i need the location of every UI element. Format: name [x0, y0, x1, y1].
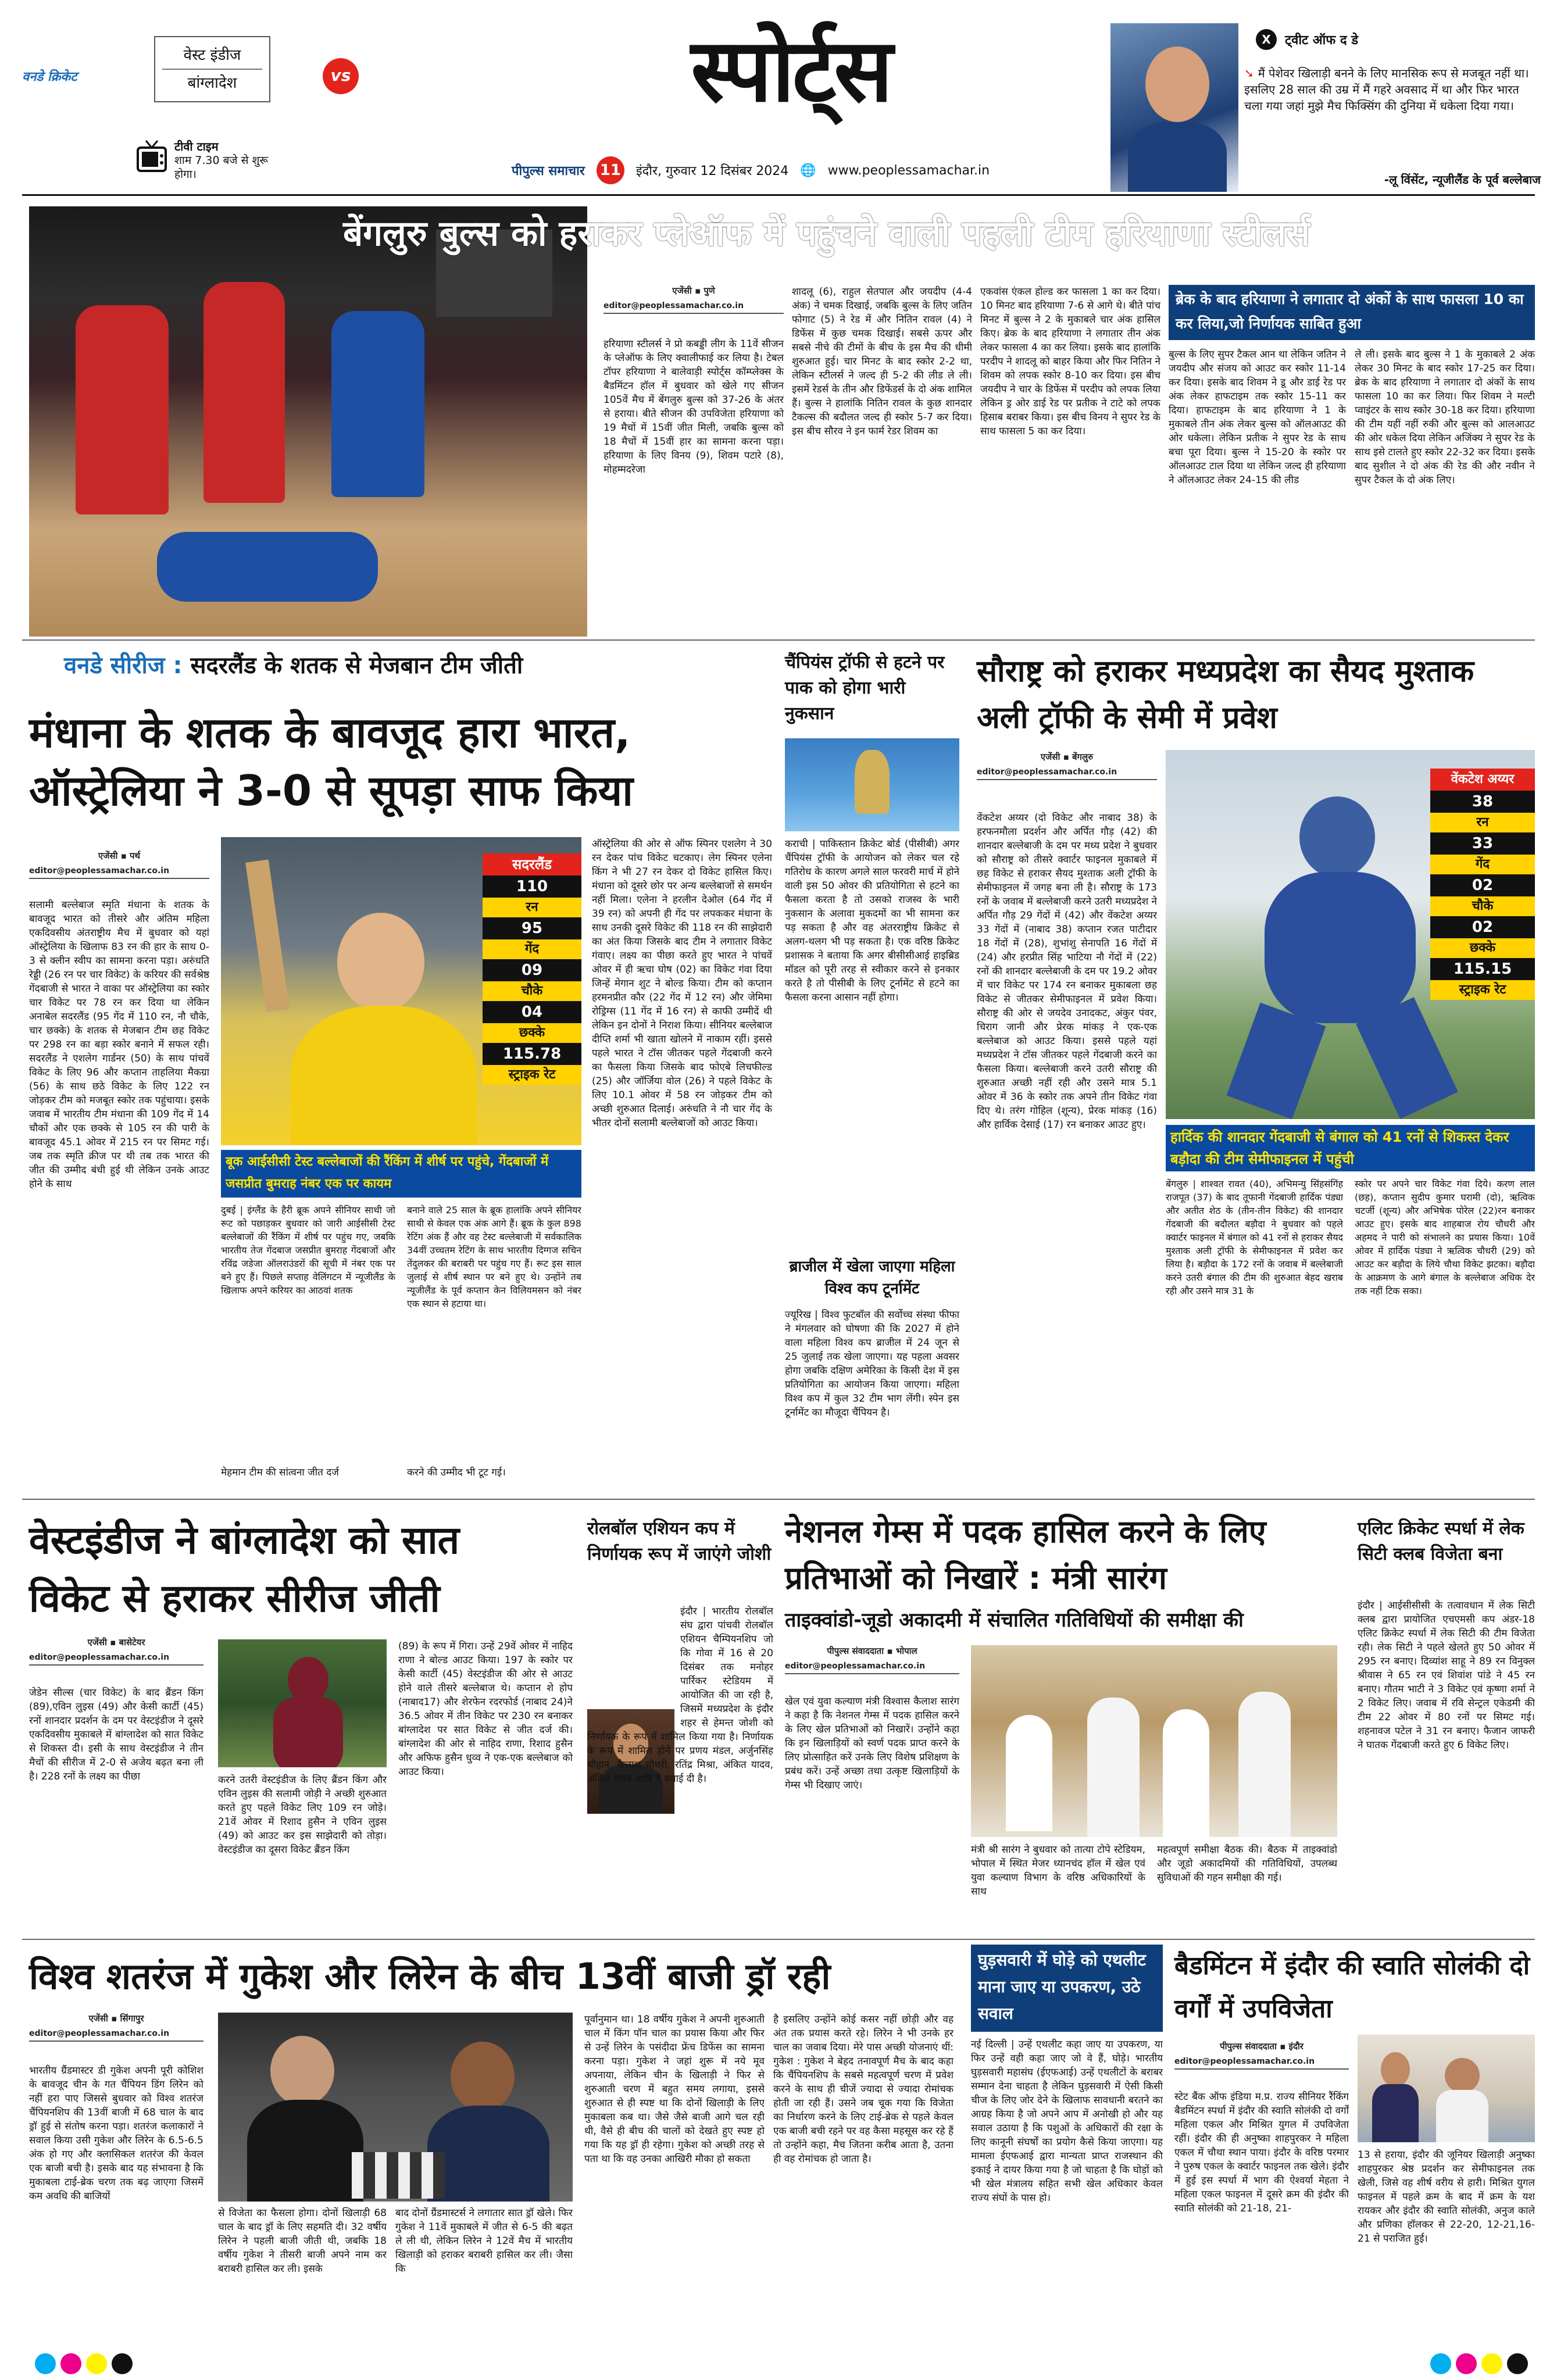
- gukesh-liren-photo: [218, 2013, 573, 2202]
- story12-headline: बैडमिंटन में इंदौर की स्वाति सोलंकी दो वर्गों में उपविजेता: [1174, 1951, 1530, 2024]
- stat-label: छक्के: [1430, 938, 1535, 958]
- masthead: स्पोर्ट्स: [691, 20, 891, 121]
- team2-name: बांग्लादेश: [187, 74, 237, 92]
- story7-body: [587, 1604, 773, 1930]
- story5-statbox: [1430, 769, 1535, 1000]
- paper-name: पीपुल्स समाचार: [512, 164, 585, 178]
- stat-label: चौके: [1430, 896, 1535, 916]
- story10-col1: भारतीय ग्रैंडमास्टर डी गुकेश अपनी पूरी कोशिश के बावजूद चीन के गत चैंपियन डिंग लिरेन को नहीं हरा पाए जिससे बुधवार को विश्व शतरंज चैंपियनशिप की 13वीं बाजी में 68 चाल के बाद ड्रॉ हुई से संतोष करना पड़ा। शतरंज कलाकारों ने सवाल किया उसी गुकेश और लिरेन के 6.5-6.5 अंक हो गए और क्लासिकल शतरंज की केवल एक बाजी बची है। इसके बाद यह संभावना है कि मुकाबला टाई-ब्रेक चरण तक बढ़ जाएगा जिसमें कम अवधि की बाजियों: [29, 2065, 203, 2202]
- tweet-label: ट्वीट ऑफ द डे: [1285, 33, 1359, 48]
- story10-col4: बाद दोनों ग्रैंडमास्टर्स ने लगातार सात ड्रॉ खेले। फिर गुकेश ने 11वें मुकाबले में जीत से 6-5 की बढ़त ले ली थी, लेकिन लिरेन ने 12वें मैच में भारतीय खिलाड़ी को हराकर बराबरी हासिल कर ली। जैसा कि: [395, 2207, 573, 2275]
- story5-photo-caption: हार्दिक की शानदार गेंदबाजी से बंगाल को 41 रनों से शिकस्त देकर बड़ौदा की टीम सेमीफाइनल में पहुंची: [1166, 1125, 1535, 1171]
- yellow-dot: [86, 2353, 107, 2374]
- story5-side1: बेंगलुरु | शाश्वत रावत (40), अभिमन्यु सिंहसंगिंह राजपूत (37) के बाद तूफानी गेंदबाजी हार्दिक पंड्या और अतीत शेठ के (तीन-तीन विकेट) की शानदार गेंदबाजी की बदौलत बड़ौदा ने बुधवार को पहले क्वार्टर फाइनल में बंगाल को 41 रनों से हराकर सैयद मुश्ताक अली ट्रॉफी के सेमीफाइनल में प्रवेश कर लिया है। बड़ौदा के 172 रनों के जवाब में बल्लेबाजी करने उतरी बंगाल की टीम की शुरुआत बेहद खराब रही और उसने मात्र 31 के: [1166, 1178, 1343, 1296]
- tv-time-label: टीवी टाइम: [174, 140, 219, 153]
- story3-body: कराची | पाकिस्तान क्रिकेट बोर्ड (पीसीबी) अगर चैंपियंस ट्रॉफी के आयोजन को लेकर चल रहे गतिरोध के कारण अगले साल फरवरी मार्च में होने वाली इस 50 ओवर की प्रतियोगिता से हटने का फैसला करता है तो उसको राजस्व के भारी नुकसान के अलावा मुकदमों का भी सामना कर पड़ सकता है और वह अंतरराष्ट्रीय क्रिकेट से अलग-थलग भी पड़ सकता है। एक वरिष्ठ क्रिकेट प्रशासक ने बताया कि अगर बीसीसीआई हाइब्रिड मॉडल को पूरी तरह से स्वीकार करने से इनकार करते है तो पीसीबी के लिए टूर्नामेंट से हटने का फैसला करना आसान नहीं होगा।: [785, 838, 959, 1003]
- story6-col1: जेडेन सील्स (चार विकेट) के बाद ब्रैंडन किंग (89),एविन लुइस (49) और केसी कार्टी (45) रनों शानदार प्रदर्शन के दम पर वेस्टइंडीज ने दूसरे एकदिवसीय मुकाबले में बांग्लादेश को सात विकेट से शिकस्त दी। इसी के साथ वेस्टइंडीज ने तीन मैचों की सीरीज में 2-0 से अजेय बढ़त बना ली है। 228 रनों के लक्ष्य का पीछा: [29, 1687, 203, 1782]
- story1-col3: एकवांस एंकल होल्ड कर फासला 1 का कर दिया। 10 मिनट बाद हरियाणा 7-6 से आगे थे। बीते पांच मिनट में बुल्स ने 2 के मुकाबले चार अंक हासिल किए। ब्रेक के बाद हरियाणा ने लगातार तीन अंक लेकर फासला 4 का कर लिया। इसके बाद हालांकि परदीप ने शादलू को बाहर किया और फिर नितिन ने शिवम को लपक स्कोर 8-10 कर दिया। इस बीच जयदीप ने चार के डिफेंस में परदीप को लपक लिया लेकिन ड्र ओर डाई रेड पर प्रतीक ने टाटे को लपक हिसाब बराबर किया। इस बीच विनय ने सुपर रेड के साथ फासला 5 का कर दिया।: [980, 286, 1160, 437]
- story8-byline-block: [785, 1645, 959, 1674]
- story8-byline: पीपुल्स संवाददाता ▪ भोपाल: [827, 1646, 917, 1656]
- stat-label: गेंद: [483, 939, 581, 959]
- tweet-header: [1256, 29, 1358, 50]
- story1-col4: बुल्स के लिए सुपर टैकल आन था लेकिन जतिन ने जयदीप और संजय को आउट कर स्कोर 11-14 कर दिया। इसके बाद शिवम ने डू और डाई रेड पर अंक लेकर हाफटाइम तक स्कोर 15-11 कर दिया। हाफटाइम के बाद हरियाणा ने 1 के मुकाबले तीन अंक लेकर बुल्स को ऑलआउट की ओर धकेला। लेकिन प्रतीक ने सुपर रेड के साथ बचा पूरा दिया। बुल्स ने 15-20 के स्कोर पर ऑलआउट टाल दिया था लेकिन जल्द ही हरियाणा ने ऑलआउट लेकर 24-15 की लीड: [1169, 349, 1346, 486]
- story8-email: editor@peoplessamachar.co.in: [785, 1661, 959, 1674]
- champions-trophy-photo: [785, 738, 959, 831]
- team1-name: वेस्ट इंडीज: [162, 42, 262, 70]
- story2-email: editor@peoplessamachar.co.in: [29, 866, 209, 879]
- stat-value: 04: [483, 1001, 581, 1023]
- story11-body: नई दिल्ली | उन्हें एथलीट कहा जाए या उपकरण, या फिर उन्हें वही कहा जाए जो वे हैं, घोड़े। भारतीय घुड़सवारी महासंघ (ईएफआई) उन्हें एथलीटों के बराबर सम्मान देना चाहता है लेकिन घुड़सवारी में ऐसी किसी चीज के लिए जोर देने के खिलाफ सावधानी बरतने का आग्रह किया है जो अपने आप में अनोखी हो और यह सवाल उठाया है कि पशुओं के अधिकारों की रक्षा के लिए कानूनी संघर्षों का प्रयोग कैसे किया जाएगा। यह मामला ईएफआई द्वारा मान्यता प्राप्त राजस्थान की इकाई ने दायर किया गया है जो चाहता है कि घोड़ों को भी खेल मंत्रालय सहित सभी खेल अधिकार केवल राज्य संघों के पास हो।: [971, 2039, 1163, 2204]
- story3-headline: चैंपियंस ट्रॉफी से हटने पर पाक को होगा भारी नुकसान: [785, 652, 945, 724]
- story2-photo-caption: बूक आईसीसी टेस्ट बल्लेबाजों की रैंकिंग में शीर्ष पर पहुंचे, गेंदबाजों में जसप्रीत बुमराह नंबर एक पर कायम: [221, 1150, 581, 1198]
- vs-badge: vs: [323, 58, 359, 94]
- story7-headline: रोलबॉल एशियन कप में निर्णायक रूप में जाएंगे जोशी: [587, 1518, 772, 1564]
- story4-body: ज्यूरिख | विश्व फुटबॉल की सर्वोच्च संस्था फीफा ने मंगलवार को घोषणा की कि 2027 में होने वाला महिला विश्व कप ब्राजील में 24 जून से 25 जुलाई तक खेला जाएगा। यह पहला अवसर होगा जबकि दक्षिण अमेरिका के किसी देश में इस प्रतियोगिता का आयोजन किया जाएगा। महिला विश्व कप में कुल 32 टीम भाग लेंगी। स्पेन इस टूर्नामेंट का मौजूदा चैंपियन है।: [785, 1309, 959, 1418]
- story10-headline: विश्व शतरंज में गुकेश और लिरेन के बीच 13वीं बाजी ड्रॉ रही: [29, 1955, 831, 1997]
- story6-byline-block: [29, 1636, 203, 1666]
- swati-solanki-photo: [1358, 2035, 1535, 2142]
- story1-col2: शादलू (6), राहुल सेतपाल और जयदीप (4-4 अंक) ने चमक दिखाई, जबकि बुल्स के लिए जतिन फोगाट (5) ने रेड में और नितिन रावल (4) ने डिफेंस में कुछ चमक दिखाई। सबसे ऊपर और सबसे नीचे की टीमों के बीच के इस मैच की धीमी शुरुआत हुई। चार मिनट के बाद स्कोर 2-2 था, लेकिन स्टीलर्स ने जल्द ही 5-2 की लीड ले ली। इसमें रेडर्स के तीन और डिफेंडर्स के दो अंक शामिल हैं। बुल्स ने हालांकि नितिन रावल के कुछ शानदार टैकल्स की बदौलत जल्द ही स्कोर 5-7 कर दिया। इस बीच सौरव ने इन फार्म रेडर शिवम का: [792, 286, 972, 437]
- rule-1: [22, 639, 1535, 641]
- magenta-dot: [60, 2353, 81, 2374]
- odi-label: वनडे क्रिकेट: [22, 70, 77, 84]
- story1-col1: हरियाणा स्टीलर्स ने प्रो कबड्डी लीग के 11वें सीजन के प्लेऑफ के लिए क्वालीफाई कर लिया है। टेबल टॉपर हरियाणा ने बालेवाड़ी स्पोर्ट्स कॉम्प्लेक्स के बैडमिंटन हॉल में बुधवार को खेले गए सीजन 105वें मैच में बेंगलुरु बुल्स को 37-26 के अंतर से हराया। बीते सीजन की उपविजेता हरियाणा को 19 मैचों में 15वीं जीत मिली, जबकि बुल्स को 18 मैचों में 15वीं हार का सामना करना पड़ा। हरियाणा के लिए विनय (9), शिवम पटारे (8), मोहम्मदरेजा: [603, 338, 784, 476]
- story6-byline: एजेंसी ▪ बासेटेयर: [87, 1637, 145, 1648]
- stat-value: 02: [1430, 874, 1535, 896]
- stat-value: 110: [483, 875, 581, 898]
- kabaddi-photo: [29, 206, 587, 637]
- website: www.peoplessamachar.in: [827, 163, 990, 178]
- story6-headline: वेस्टइंडीज ने बांग्लादेश को सात विकेट से हराकर सीरीज जीती: [29, 1518, 460, 1621]
- story2-headline: मंधाना के शतक के बावजूद हारा भारत, ऑस्ट्रेलिया ने 3-0 से सूपड़ा साफ किया: [29, 708, 633, 815]
- cyan-dot: [35, 2353, 56, 2374]
- dateline: इंदौर, गुरुवार 12 दिसंबर 2024: [635, 164, 789, 178]
- page-number: 11: [597, 156, 624, 184]
- globe-icon: 🌐: [800, 163, 816, 178]
- story2-box1: दुबई | इंग्लैंड के हैरी ब्रूक अपने सीनियर साथी जो रूट को पछाड़कर बुधवार को जारी आईसीसी टेस्ट बल्लेबाजों की रैंकिंग में शीर्ष पर पहुंच गए, जबकि भारतीय तेज गेंदबाज जसप्रीत बुमराह गेंदबाजों और रविंद्र जडेजा ऑलराउंडरों की सूची में नंबर एक पर बने हुए हैं। पिछले सप्ताह वेलिंगटन में न्यूजीलैंड के खिलाफ अपने करियर का आठवां शतक: [221, 1205, 395, 1296]
- story10-email: editor@peoplessamachar.co.in: [29, 2029, 203, 2042]
- story8-col2: मंत्री श्री सारंग ने बुधवार को तात्या टोपे स्टेडियम, भोपाल में स्थित मेजर ध्यानचंद हॉल में खेल एवं युवा कल्याण विभाग के वरिष्ठ अधिकारियों के साथ: [971, 1844, 1145, 1897]
- match-teams: [154, 36, 270, 102]
- minister-sarang-photo: [971, 1645, 1337, 1837]
- story2-kicker-rest: सदरलैंड के शतक से मेजबान टीम जीती: [190, 652, 523, 679]
- story5-side2: स्कोर पर अपने चार विकेट गंवा दिये। करण लाल (छह), कप्तान सुदीप कुमार घरामी (दो), ऋत्विक चटर्जी (शून्य) और अभिषेक पोरेल (22)रन बनाकर आउट हुए। इसके बाद शाहबाज रोय चौधरी और अहमद ने पारी को संभालने का प्रयास किया। 10वें ओवर में हार्दिक पंड्या ने ऋत्विक चौधरी (29) को आउट कर बड़ौदा के लिये चौथा विकेट झटका। बड़ौदा के आक्रमण के आगे बंगाल के बल्लेबाज अधिक देर तक नहीं टिक सका।: [1355, 1178, 1535, 1296]
- story2-statbox: [483, 853, 581, 1085]
- cmyk-marks-left: [35, 2353, 137, 2377]
- tweet-text: [1244, 65, 1535, 114]
- stat-label: रन: [483, 898, 581, 917]
- black-dot: [1507, 2353, 1528, 2374]
- story2-byline: एजेंसी ▪ पर्थ: [98, 850, 141, 861]
- stat-value: 95: [483, 917, 581, 939]
- story2-box-tail: मेहमान टीम की सांत्वना जीत दर्ज: [221, 1467, 339, 1478]
- magenta-dot: [1456, 2353, 1477, 2374]
- tv-time-text: शाम 7.30 बजे से शुरू होगा।: [174, 154, 269, 181]
- stat-label: स्ट्राइक रेट: [483, 1065, 581, 1085]
- stat-label: रन: [1430, 813, 1535, 832]
- tweet-arrow-icon: ➘: [1244, 66, 1258, 80]
- story8-col1: खेल एवं युवा कल्याण मंत्री विश्वास कैलाश सारंग ने कहा है कि नेशनल गेम्स में पदक हासिल करने के लिए खेल प्रतिभाओं को निखारें। उन्होंने कहा कि इन खिलाड़ियों को स्वर्ण पदक प्राप्त करने के लिए प्रोत्साहित करें उनके लिए विशेष प्रशिक्षण के प्रबंध करें। उन्हें अच्छा तथा उत्कृष्ट खिलाड़ियों के गेम्स भी दिखाए जाएं।: [785, 1696, 959, 1791]
- story10-col2: से विजेता का फैसला होगा। दोनों खिलाड़ी 68 चाल के बाद ड्रॉ के लिए सहमति दी। 32 वर्षीय लिरेन ने पहली बाजी जीती थी, जबकि 18 वर्षीय गुकेश ने तीसरी बाजी अपने नाम कर बराबरी हासिल कर ली। इसके: [218, 2207, 387, 2275]
- cmyk-marks-right: [1430, 2353, 1533, 2377]
- story5-col1: वेंकटेश अय्यर (दो विकेट और नाबाद 38) के हरफनमौला प्रदर्शन और अर्पित गौड़ (42) की शानदार बल्लेबाजी के दम पर मध्य प्रदेश ने बुधवार को सौराष्ट्र को तीसरे क्वार्टर फाइनल मुकाबले में छह विकेट से हराकर सैयद मुश्ताक अली ट्रॉफी के सेमीफाइनल में जगह बना ली है। सौराष्ट्र के 173 रनों के जवाब में बल्लेबाजी करने उतरी मध्यप्रदेश ने अर्पित गौड़ 29 गेंदों में (42) और वेंकटेश अय्यर 33 गेंदों में (नाबाद 38) कप्तान रजत पाटीदार 18 गेंदों में (28), शुभांशु सेनापति 16 गेंदों में (24) और हरप्रीत सिंह भाटिया नौ गेंदों में (22) रनों की शानदार बल्लेबाजी के दम पर 19.2 ओवर में चार विकेट पर 174 रन बनाकर मुकाबला छह विकेट से जीतकर सेमीफाइनल में प्रवेश किया। सौराष्ट्र की ओर से जयदेव उनादकट, अंकुर पंवर, चिराग जानी और प्रेरक मांकड़ ने एक-एक बल्लेबाज को आउट किया। इससे पहले यहां मध्यप्रदेश ने टॉस जीतकर पहले गेंदबाजी करने का फैसला किया। बल्लेबाजी करने उतरी सौराष्ट्र की शुरुआत अच्छी नहीं रही और उसने मात्र 5.1 ओवर में 36 के स्कोर तक अपने तीन विकेट गंवा दिए थे। तरंग गोहिल (शून्य), प्रेरक मांकड़ (16) और हार्विक देसाई (17) रन बनाकर आउट हुए।: [977, 812, 1157, 1131]
- black-dot: [112, 2353, 133, 2374]
- stat-title: वेंकटेश अय्यर: [1430, 769, 1535, 791]
- story10-byline-block: [29, 2013, 203, 2042]
- story9-body: इंदौर | आईसीसीसी के तत्वावधान में लेक सिटी क्लब द्वारा प्रायोजित एचएमसी कप अंडर-18 एलिट क्रिकेट स्पर्धा में लेक सिटी की टीम विजेता रही। लेक सिटी ने पहले खेलते हुए 50 ओवर में 295 रन बनाए। दिव्यांश साहू ने 89 रन विनुक्ल श्रीवास ने 65 रन एवं शिवांश पांडे ने 45 रन बनाए। गौतम भाटी ने 3 विकेट एवं कृष्णा शर्मा ने 2 विकेट लिए। जवाब में रवि सेन्ट्रल एकेडमी की टीम 22 ओवर में 80 रनों पर सिमट गई। शहनावज पटेल ने 31 रन बनाए। फैजान जाफरी ने घातक गेंदबाजी करते हुए 6 विकेट लिए।: [1358, 1600, 1535, 1751]
- story2-kicker-line: [64, 648, 523, 680]
- story1-highlight: ब्रेक के बाद हरियाणा ने लगातार दो अंकों के साथ फासला 10 का कर लिया,जो निर्णायक साबित हुआ: [1169, 285, 1535, 340]
- story5-email: editor@peoplessamachar.co.in: [977, 767, 1157, 780]
- story8-subtitle: ताइक्वांडो-जूडो अकादमी में संचालित गतिविधियों की समीक्षा की: [785, 1609, 1244, 1632]
- stat-value: 02: [1430, 916, 1535, 938]
- story10-byline: एजेंसी ▪ सिंगापुर: [88, 2013, 144, 2024]
- stat-value: 115.15: [1430, 958, 1535, 980]
- story2-byline-block: [29, 850, 209, 879]
- masthead-strip: [512, 156, 1116, 185]
- lou-vincent-photo: [1110, 23, 1238, 192]
- story5-byline: एजेंसी ▪ बेंगलुरु: [1040, 752, 1094, 762]
- story1-col5: ले ली। इसके बाद बुल्स ने 1 के मुकाबले 2 अंक लेकर 30 मिनट के बाद स्कोर 17-25 कर दिया। ब्रेक के बाद हरियाणा ने लगातार दो अंकों के साथ फासला 10 का कर लिया। फिर शिवम ने मल्टी प्वाइंटर के साथ स्कोर 30-18 कर दिया। हरियाणा की टीम यहीं नहीं रुकी और बुल्स को आलआउट की ओर धकेल दिया लेकिन अजिंक्य ने सुपर रेड के साथ इसे टालते हुए स्कोर 22-32 कर दिया। इसके बाद सुशील ने दो अंक की रेड की और नवीन ने सुपर टैकल के दो अंक लिए।: [1355, 349, 1535, 486]
- stat-value: 38: [1430, 791, 1535, 813]
- story1-email: editor@peoplessamachar.co.in: [603, 301, 784, 314]
- story6-email: editor@peoplessamachar.co.in: [29, 1653, 203, 1666]
- story6-col2: करने उतरी वेस्टइंडीज के लिए ब्रैंडन किंग और एविन लुइस की सलामी जोड़ी ने अच्छी शुरुआत करते हुए पहले विकेट लिए 109 रन जोड़े। 21वें ओवर में रिशाद हुसैन ने एविन लुइस (49) को आउट कर इस साझेदारी को तोड़ा। वेस्टइंडीज का दूसरा विकेट ब्रैंडन किंग: [218, 1774, 387, 1856]
- story9-headline: एलिट क्रिकेट स्पर्धा में लेक सिटी क्लब विजेता बना: [1358, 1518, 1524, 1564]
- cyan-dot: [1430, 2353, 1451, 2374]
- story4-headline: ब्राजील में खेला जाएगा महिला विश्व कप टूर्नामेंट: [789, 1258, 955, 1298]
- story1-byline-block: [603, 285, 784, 314]
- tweet-author: -लू विंसेंट, न्यूजीलैंड के पूर्व बल्लेबाज: [1384, 173, 1541, 187]
- stat-title: सदरलैंड: [483, 853, 581, 875]
- story8-col3: महत्वपूर्ण समीक्षा बैठक की। बैठक में ताइक्वांडो और जूडो अकादमियों की गतिविधियों, उपलब्ध सुविधाओं की गहन समीक्षा की गई।: [1157, 1844, 1337, 1884]
- story12-byline-block: [1174, 2040, 1349, 2070]
- story12-email: editor@peoplessamachar.co.in: [1174, 2057, 1349, 2070]
- x-logo-icon: X: [1256, 29, 1277, 50]
- story1-byline: एजेंसी ▪ पुणे: [672, 285, 715, 296]
- photo-float: [587, 1604, 680, 1721]
- stat-value: 09: [483, 959, 581, 981]
- yellow-dot: [1481, 2353, 1502, 2374]
- story8-headline: नेशनल गेम्स में पदक हासिल करने के लिए प्रतिभाओं को निखारें : मंत्री सारंग: [785, 1513, 1266, 1596]
- story2-box2: बनाने वाले 25 साल के ब्रूक हालांकि अपने सीनियर साथी से केवल एक अंक आगे हैं। ब्रूक के कुल 898 रेटिंग अंक हैं और वह टेस्ट बल्लेबाजी में सर्वकालिक 34वीं उच्चतम रेटिंग के साथ भारतीय दिग्गज सचिन तेंदुलकर की बराबरी पर पहुंच गए हैं। रूट इस साल जुलाई से शीर्ष स्थान पर बने हुए थे। उन्होंने तब न्यूजीलैंड के पूर्व कप्तान केन विलियमसन को नंबर एक स्थान से हटाया था।: [407, 1205, 581, 1309]
- story10-col3: पूर्वानुमान था। 18 वर्षीय गुकेश ने अपनी शुरुआती चाल में किंग पॉन चाल का प्रयास किया और फिर से उन्हें लिरेन के पसंदीदा फ्रेंच डिफेंस का सामना करना पड़ा। गुकेश ने जहां शुरू में नये मूव अपनाया, लेकिन चीन के खिलाड़ी ने फिर से शुरुआती चरण में बहुत समय लगाया, इससे शुरुआत से ही स्पष्ट था कि दोनों खिलाड़ी के लिए मुकाबला कब था। जैसे जैसे बाजी आगे चल रही थी, वैसे ही बीच की चालों को देखते हुए स्पष्ट हो गया कि यह ड्रॉ ही रहेगा। गुकेश को अच्छी तरह से पता था कि वह उनका आखिरी मौका हो सकता: [584, 2014, 765, 2165]
- stat-label: गेंद: [1430, 855, 1535, 874]
- stat-value: 33: [1430, 832, 1535, 855]
- stat-label: छक्के: [483, 1023, 581, 1043]
- story7-text: इंदौर | भारतीय रोलबॉल संघ द्वारा पांचवी रोलबॉल एशियन चैम्पियनशिप जो कि गोवा में 16 से 20 दिसंबर तक मनोहर पार्रिकर स्टेडियम में आयोजित की जा रही है, जिसमें मध्यप्रदेश के इंदौर शहर से हेमन्त जोशी को निर्णायक के रूप में शामिल किया गया है। निर्णायक के रूप में शामिल होने पर प्रणय मंडल, अर्जुनसिंह चौहान, कैलाश चौधरी, रतिंद्र मिश्रा, अंकित यादव, अंकित रावत आदि ने बधाई दी है।: [587, 1606, 773, 1785]
- stat-label: चौके: [483, 981, 581, 1001]
- story2-col3: ऑस्ट्रेलिया की ओर से ऑफ स्पिनर एशलेग ने 30 रन देकर पांच विकेट चटकाए। लेग स्पिनर एलेना किंग ने भी 27 रन देकर दो विकेट हासिल किए। मंधाना को दूसरे छोर पर अन्य बल्लेबाजों से समर्थन नहीं मिला। एलेना ने हरलीन देओल (64 गेंद में 39 रन) को अपनी ही गेंद पर लपककर मंधाना के साथ उनकी दूसरे विकेट की 118 रन की साझेदारी का अंत किया जिसके बाद टीम ने लगातार विकेट गंवाए। लक्ष्य का पीछा करते हुए भारत ने पांचवें ओवर में ही ऋचा घोष (02) का विकेट गंवा दिया जिन्हें मेगान शुट ने बोल्ड किया। टीम को कप्तान हरमनप्रीत कौर (22 गेंद में 12 रन) और जेमिमा रोड्रिग्स (11 गेंद में 16 रन) से काफी उम्मीदें थी लेकिन इन दोनों ने निराश किया। सीनियर बल्लेबाज दीप्ति शर्मा भी खाता खोलने में नाकाम रहीं। इससे पहले भारत ने टॉस जीतकर पहले गेंदबाजी करने का फैसला किया जिसके बाद फोएबे लिचफील्ड (25) और जॉर्जिया वोल (26) ने पहले विकेट के लिए 10.1 ओवर में 58 रन जोड़कर टीम को अच्छी शुरुआत दिलाई। अरुंधति ने नौ चार गेंद के भीतर दोनों सलामी बल्लेबाजों को आउट किया।: [592, 838, 772, 1129]
- story12-body1: स्टेट बैंक ऑफ इंडिया म.प्र. राज्य सीनियर रैंकिंग बैडमिंटन स्पर्धा में इंदौर की स्वाति सोलंकी दो वर्गों महिला एकल और मिश्रित युगल में उपविजेता रहीं। इंदौर की ही अनुष्का शाहपुरकर ने महिला एकल में चौथा स्थान पाया। इंदौर के वरिष्ठ परमार ने पुरुष एकल के क्वार्टर फाइनल तक खेले। इंदौर में हुई इस स्पर्धा में भाग की ऐश्वर्या मेहता ने महिला एकल फाइनल में दूसरे क्रम की इंदौर की स्वाति सोलंकी को 21-18, 21-: [1174, 2091, 1349, 2214]
- tv-icon: [137, 140, 167, 176]
- rule-3: [22, 1939, 1535, 1940]
- story1-headline: बेंगलुरु बुल्स को हराकर प्लेऑफ में पहुंचने वाली पहली टीम हरियाणा स्टीलर्स: [343, 213, 1310, 254]
- brandon-king-photo: [218, 1639, 387, 1767]
- story12-byline: पीपुल्स संवाददाता ▪ इंदौर: [1220, 2041, 1304, 2052]
- story2-kicker: वनडे सीरीज :: [64, 652, 183, 679]
- stat-label: स्ट्राइक रेट: [1430, 980, 1535, 1000]
- story11-headline: घुड़सवारी में घोड़े को एथलीट माना जाए या उपकरण, उठे सवाल: [971, 1945, 1163, 2032]
- rule-2: [22, 1499, 1535, 1500]
- story12-body2: 13 से हराया, इंदौर की जूनियर खिलाड़ी अनुष्का शाहपुरकर श्रेष्ठ प्रदर्शन कर सेमीफाइनल तक खेली, जिसे वह शीर्ष वरीय से हारी। मिश्रित युगल फाइनल में पहले क्रम के बाद में क्रम के यश रायकर और इंदौर की स्वाति सोलंकी, अनुज काले और प्रणिका हॉलकर से 22-20, 12-21,16-21 से पराजित हुई।: [1358, 2149, 1535, 2245]
- tweet-body: मैं पेशेवर खिलाड़ी बनने के लिए मानसिक रूप से मजबूत नहीं था। इसलिए 28 साल की उम्र में मैं गहरे अवसाद में था और फिर भारत चला गया जहां मुझे मैच फिक्सिंग की दुनिया में धकेला दिया गया।: [1244, 66, 1529, 113]
- story2-box-tail2: करने की उम्मीद भी टूट गई।: [407, 1467, 506, 1478]
- story5-byline-block: [977, 751, 1157, 780]
- story2-col1: सलामी बल्लेबाज स्मृति मंधाना के शतक के बावजूद भारत को तीसरे और अंतिम महिला एकदिवसीय अंतराष्ट्रीय मैच में बुधवार को यहां ऑस्ट्रेलिया के खिलाफ 83 रन की हार के साथ 0-3 से क्लीन स्वीप का सामना करना पड़ा। अरुंधति रेड्डी (26 रन पर चार विकेट) के करियर की सर्वश्रेष्ठ गेंदबाजी से भारत ने वाका पर ऑस्ट्रेलिया का स्कोर चार विकेट पर 78 रन कर दिया था लेकिन अनाबेल सदरलैंड (95 गेंद में 110 रन, नौ चौके, चार छक्के) के शतक से मेजबान टीम छह विकेट पर 298 रन का बड़ा स्कोर बनाने में सफल रही। सदरलैंड ने एशलेग गार्डनर (50) के साथ पांचवें विकेट के लिए 96 और कप्तान ताहलिया मैकग्रा (56) के साथ छठे विकेट के लिए 122 रन जोड़कर टीम को मजबूत स्कोर तक पहुंचाया। इसके जवाब में भारतीय टीम मंधाना की 109 गेंद में 14 चौकों और एक छक्के से 105 रन की पारी के बावजूद 45.1 ओवर में 215 रन पर सिमट गई। जब तक स्मृति क्रीज पर थी तब तक भारत की जीत की उम्मीद बंधी हुई थी लेकिन उनके आउट होने के साथ: [29, 899, 209, 1190]
- header-rule: [22, 194, 1535, 196]
- story6-col3: (89) के रूप में गिरा। उन्हें 29वें ओवर में नाहिद राणा ने बोल्ड आउट किया। 197 के स्कोर पर केसी कार्टी (45) वेस्टइंडीज की ओर से आउट होने वाले तीसरे बल्लेबाज थे। कप्तान शे होप (नाबाद17) और शेरफेन रदरफोर्ड (नाबाद 24)ने 36.5 ओवर में तीन विकेट पर 230 रन बनाकर बांग्लादेश पर सात विकेट से जीत दर्ज की। बांग्लादेश की ओर से नाहिद राणा, रिशाद हुसैन और अफिफ हुसैन धुव्व ने एक-एक बल्लेबाज को आउट किया।: [398, 1641, 573, 1778]
- stat-value: 115.78: [483, 1043, 581, 1065]
- story10-col5: है इसलिए उन्होंने कोई कसर नहीं छोड़ी और वह अंत तक प्रयास करते रहे। लिरेन ने भी उनके हर चाल का जवाब दिया। मेरे पास अच्छी योजनाएं थीं: गुकेश : गुकेश ने बेहद तनावपूर्ण मैच के बाद कहा कि चैंपियनशिप के सबसे महत्वपूर्ण चरण में प्रवेश करने के साथ ही चीजें ज्यादा से ज्यादा रोमांचक होती जा रही हैं। उसने जब चूक गया कि विजेता का निर्धारण करने के लिए टाई-ब्रेक से पहले केवल एक बाजी बची रहने पर वह कैसा महसूस कर रहे हैं तो उन्होंने कहा, मैच जितना करीब आता है, उतना ही वह रोमांचक हो जाता है।: [773, 2014, 954, 2165]
- story5-headline: सौराष्ट्र को हराकर मध्यप्रदेश का सैयद मुश्ताक अली ट्रॉफी के सेमी में प्रवेश: [977, 654, 1474, 735]
